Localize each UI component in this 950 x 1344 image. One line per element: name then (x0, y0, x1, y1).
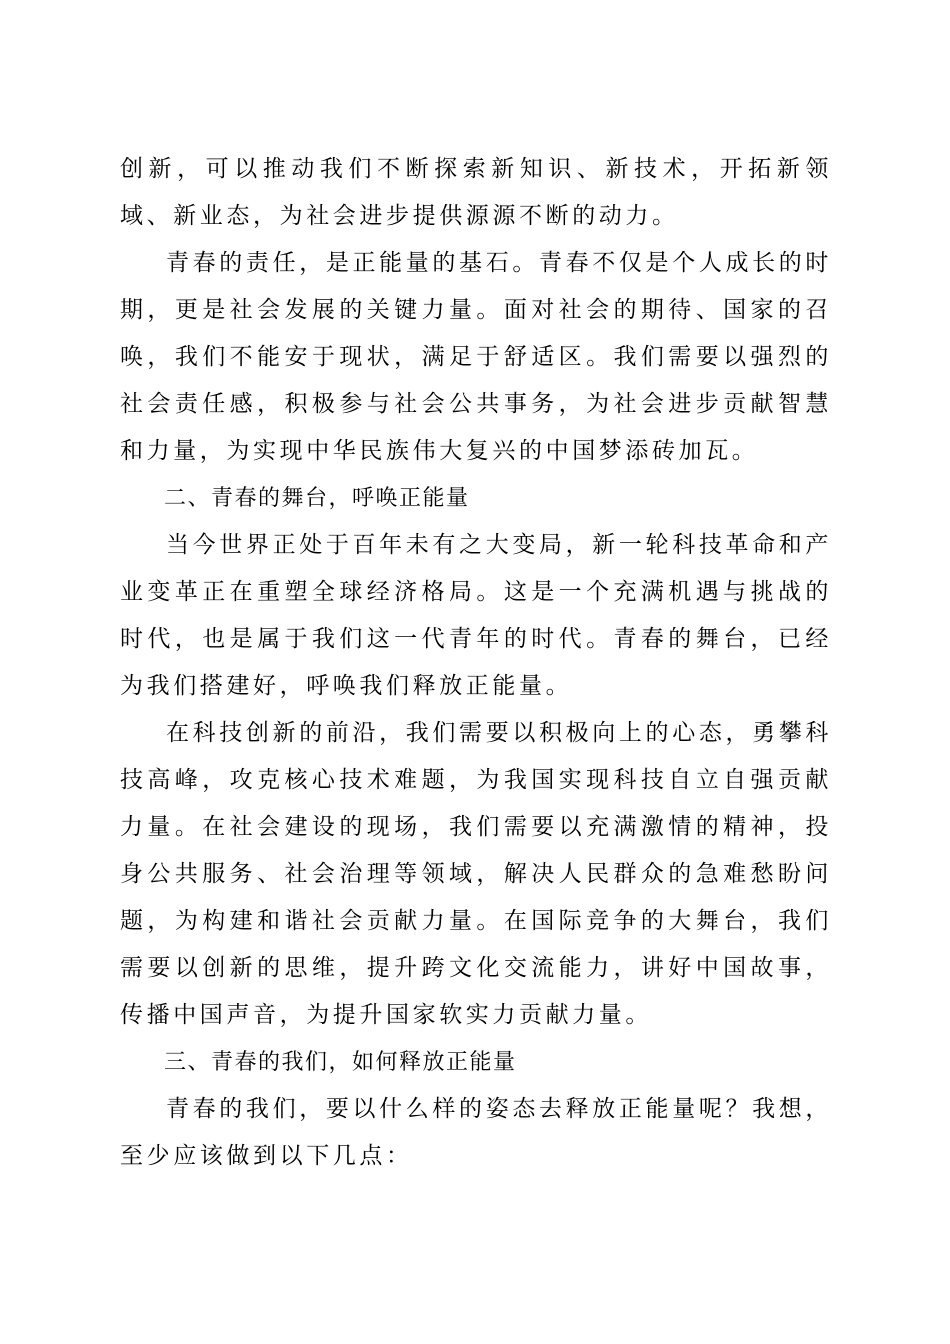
document-body (120, 146, 832, 1180)
section-heading-2: 二、青春的舞台，呼唤正能量 (164, 486, 470, 511)
section-heading-3: 三、青春的我们，如何释放正能量 (164, 1050, 517, 1075)
paragraph-how-to-release: 青春的我们，要以什么样的姿态去释放正能量呢？我想，至少应该做到以下几点： (120, 1096, 832, 1169)
paragraph-world-change: 当今世界正处于百年未有之大变局，新一轮科技革命和产业变革正在重塑全球经济格局。这是一个充满机遇与挑战的时代，也是属于我们这一代青年的时代。青春的舞台，已经为我们搭建好，呼唤我们释放正能量。 (120, 532, 832, 699)
paragraph-youth-responsibility: 青春的责任，是正能量的基石。青春不仅是个人成长的时期，更是社会发展的关键力量。面对社会的期待、国家的召唤，我们不能安于现状，满足于舒适区。我们需要以强烈的社会责任感，积极参与社会公共事务，为社会进步贡献智慧和力量，为实现中华民族伟大复兴的中国梦添砖加瓦。 (120, 250, 832, 464)
paragraph-innovation-continued: 创新，可以推动我们不断探索新知识、新技术，开拓新领域、新业态，为社会进步提供源源不断的动力。 (120, 156, 832, 229)
paragraph-tech-innovation: 在科技创新的前沿，我们需要以积极向上的心态，勇攀科技高峰，攻克核心技术难题，为我国实现科技自立自强贡献力量。在社会建设的现场，我们需要以充满激情的精神，投身公共服务、社会治理等领域，解决人民群众的急难愁盼问题，为构建和谐社会贡献力量。在国际竞争的大舞台，我们需要以创新的思维，提升跨文化交流能力，讲好中国故事，传播中国声音，为提升国家软实力贡献力量。 (120, 720, 832, 1028)
